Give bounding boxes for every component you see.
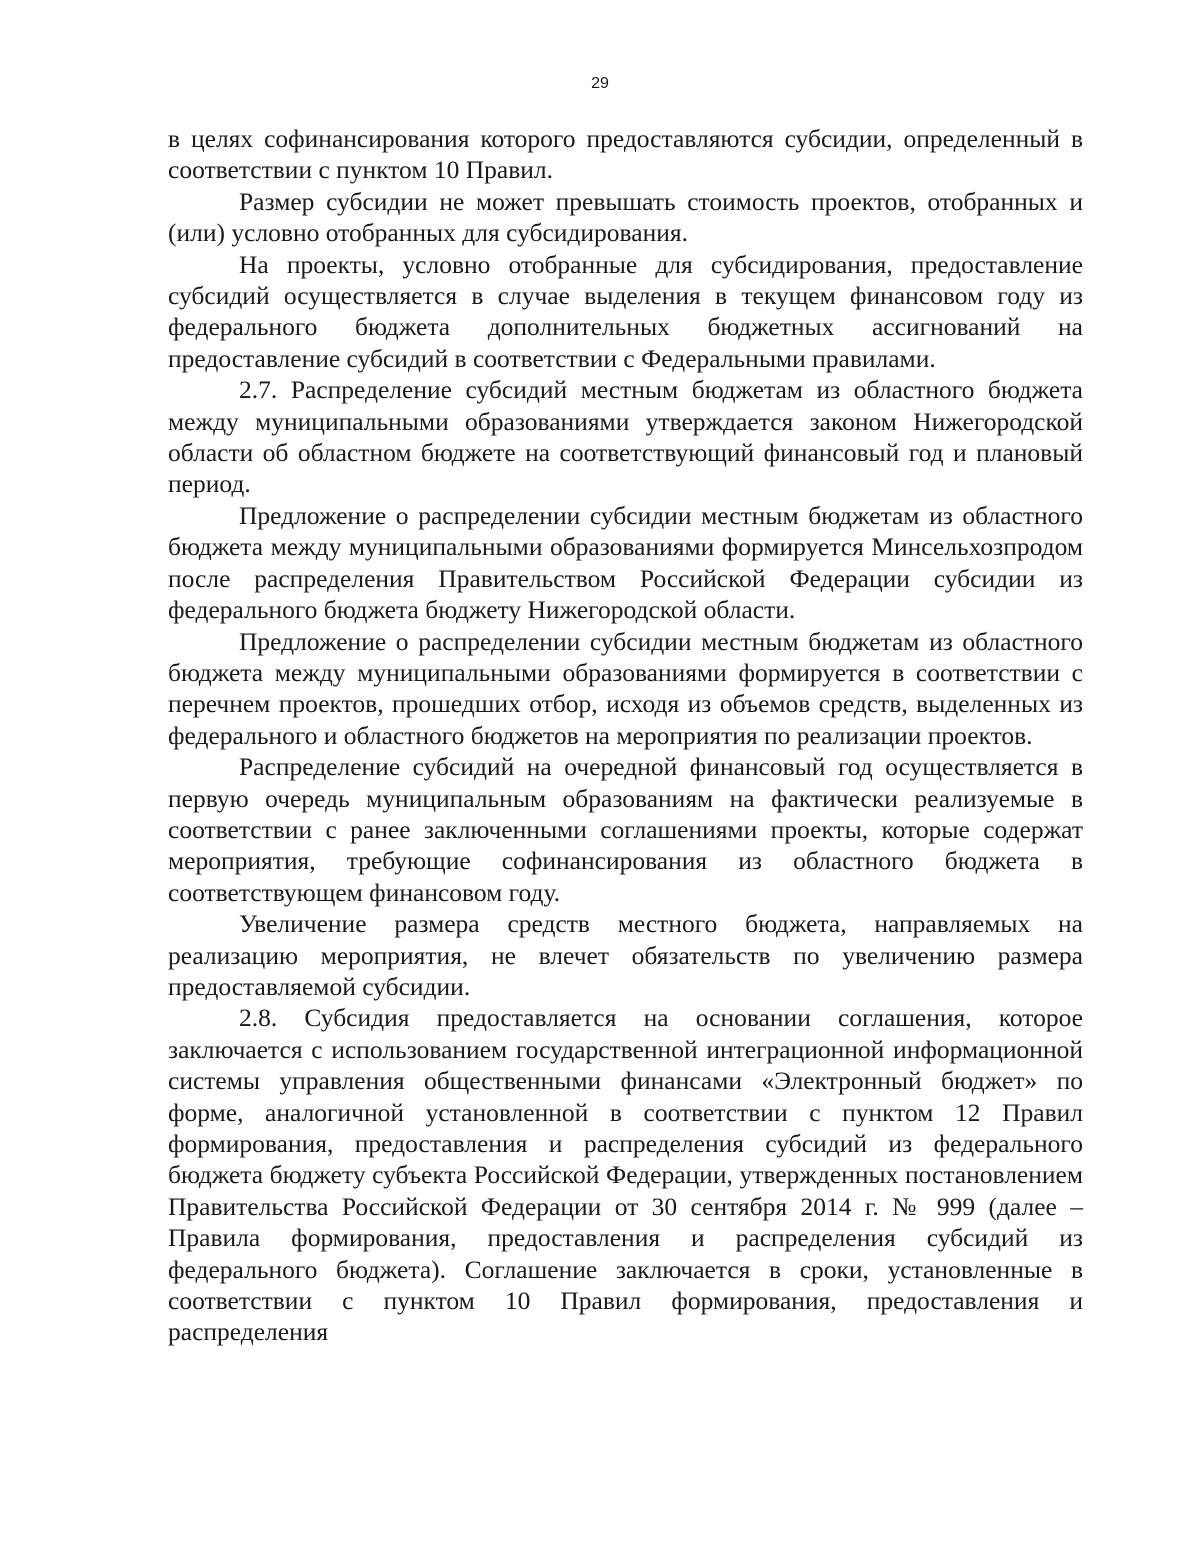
paragraph-5: Предложение о распределении субсидии местным бюджетам из областного бюджета между муниципальными образованиями формируется Минсельхозпродом после распределения Правительством Российской Федерации субсидии из федерального бюджета бюджету Нижегородской области. [168,500,1083,625]
paragraph-8: Увеличение размера средств местного бюджета, направляемых на реализацию мероприятия, не влечет обязательств по увеличению размера предоставляемой субсидии. [168,909,1083,1001]
paragraph-2: Размер субсидии не может превышать стоимость проектов, отобранных и (или) условно отобранных для субсидирования. [168,186,1083,248]
paragraph-9: 2.8. Субсидия предоставляется на основании соглашения, которое заключается с использованием государственной интеграционной информационной системы управления общественными финансами «Электронный бюджет» по форме, аналогичной установленной в соответствии с пунктом 12 Правил формирования, предоставления и распределения субсидий из федерального бюджета бюджету субъекта Российской Федерации, утвержденных постановлением Правительства Российской Федерации от 30 сентября 2014 г. № 999 (далее – Правила формирования, предоставления и распределения субсидий из федерального бюджета). Соглашение заключается в сроки, установленные в соответствии с пунктом 10 Правил формирования, предоставления и распределения [168,1003,1083,1347]
paragraph-3: На проекты, условно отобранные для субсидирования, предоставление субсидий осуществляется в случае выделения в текущем финансовом году из федерального бюджета дополнительных бюджетных ассигнований на предоставление субсидий в соответствии с Федеральными правилами. [168,249,1083,373]
paragraph-1: в целях софинансирования которого предоставляются субсидии, определенный в соответствии с пунктом 10 Правил. [168,124,1083,185]
paragraph-6: Предложение о распределении субсидии местным бюджетам из областного бюджета между муниципальными образованиями формируется в соответствии с перечнем проектов, прошедших отбор, исходя из объемов средств, выделенных из федерального и областного бюджетов на мероприятия по реализации проектов. [168,626,1083,750]
document-body [168,123,1083,1348]
page-number: 29 [591,75,609,92]
paragraph-7: Распределение субсидий на очередной финансовый год осуществляется в первую очередь муниципальным образованиям на фактически реализуемые в соответствии с ранее заключенными соглашениями проекты, которые содержат мероприятия, требующие софинансирования из областного бюджета в соответствующем финансовом году. [168,752,1083,907]
paragraph-4: 2.7. Распределение субсидий местным бюджетам из областного бюджета между муниципальными образованиями утверждается законом Нижегородской области об областном бюджете на соответствующий финансовый год и плановый период. [168,375,1083,499]
